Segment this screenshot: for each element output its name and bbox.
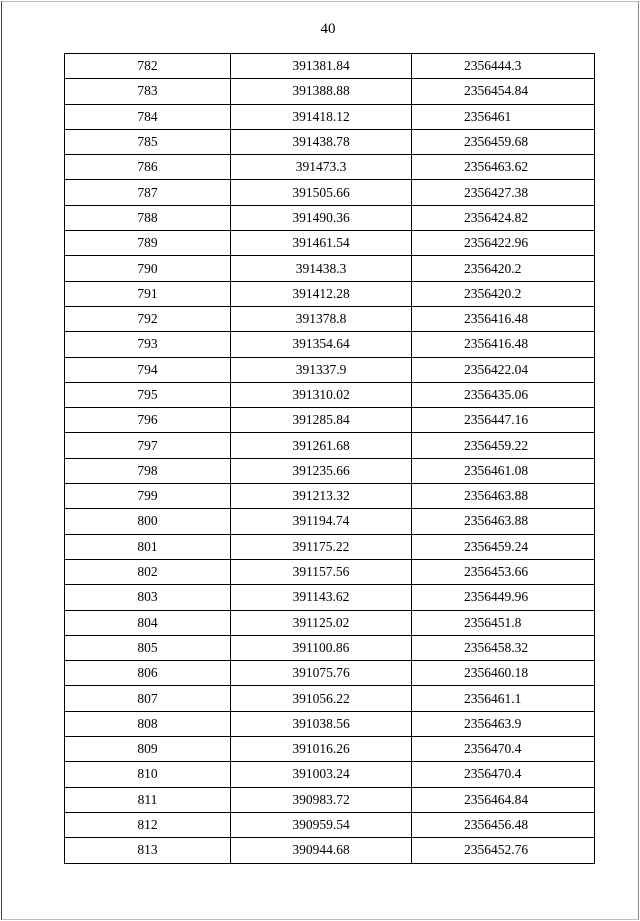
y-coordinate-cell: 2356461.08 <box>412 458 595 483</box>
x-coordinate-cell: 391461.54 <box>231 231 412 256</box>
point-number-cell: 793 <box>65 332 231 357</box>
y-coordinate-cell: 2356470.4 <box>412 737 595 762</box>
point-number-cell: 805 <box>65 635 231 660</box>
point-number-cell: 787 <box>65 180 231 205</box>
point-number-cell: 810 <box>65 762 231 787</box>
y-coordinate-cell: 2356463.62 <box>412 155 595 180</box>
y-coordinate-cell: 2356464.84 <box>412 787 595 812</box>
table-row <box>65 54 595 79</box>
table-row <box>65 104 595 129</box>
x-coordinate-cell: 391310.02 <box>231 382 412 407</box>
table-row <box>65 256 595 281</box>
x-coordinate-cell: 391213.32 <box>231 484 412 509</box>
point-number-cell: 806 <box>65 661 231 686</box>
y-coordinate-cell: 2356461.1 <box>412 686 595 711</box>
x-coordinate-cell: 391418.12 <box>231 104 412 129</box>
table-row <box>65 838 595 863</box>
table-row <box>65 281 595 306</box>
point-number-cell: 799 <box>65 484 231 509</box>
point-number-cell: 813 <box>65 838 231 863</box>
table-row <box>65 509 595 534</box>
x-coordinate-cell: 391438.78 <box>231 129 412 154</box>
y-coordinate-cell: 2356463.88 <box>412 484 595 509</box>
y-coordinate-cell: 2356451.8 <box>412 610 595 635</box>
point-number-cell: 807 <box>65 686 231 711</box>
table-row <box>65 559 595 584</box>
point-number-cell: 792 <box>65 306 231 331</box>
point-number-cell: 783 <box>65 79 231 104</box>
x-coordinate-cell: 390944.68 <box>231 838 412 863</box>
point-number-cell: 796 <box>65 408 231 433</box>
x-coordinate-cell: 391075.76 <box>231 661 412 686</box>
y-coordinate-cell: 2356463.9 <box>412 711 595 736</box>
coordinates-table-body <box>65 54 595 864</box>
point-number-cell: 798 <box>65 458 231 483</box>
y-coordinate-cell: 2356449.96 <box>412 585 595 610</box>
y-coordinate-cell: 2356435.06 <box>412 382 595 407</box>
point-number-cell: 784 <box>65 104 231 129</box>
table-row <box>65 787 595 812</box>
point-number-cell: 788 <box>65 205 231 230</box>
x-coordinate-cell: 391235.66 <box>231 458 412 483</box>
x-coordinate-cell: 391505.66 <box>231 180 412 205</box>
table-row <box>65 686 595 711</box>
y-coordinate-cell: 2356453.66 <box>412 559 595 584</box>
table-row <box>65 129 595 154</box>
y-coordinate-cell: 2356420.2 <box>412 281 595 306</box>
x-coordinate-cell: 391285.84 <box>231 408 412 433</box>
table-row <box>65 155 595 180</box>
x-coordinate-cell: 391125.02 <box>231 610 412 635</box>
y-coordinate-cell: 2356422.96 <box>412 231 595 256</box>
table-row <box>65 458 595 483</box>
y-coordinate-cell: 2356461 <box>412 104 595 129</box>
y-coordinate-cell: 2356447.16 <box>412 408 595 433</box>
y-coordinate-cell: 2356470.4 <box>412 762 595 787</box>
x-coordinate-cell: 391388.88 <box>231 79 412 104</box>
y-coordinate-cell: 2356452.76 <box>412 838 595 863</box>
point-number-cell: 812 <box>65 812 231 837</box>
table-row <box>65 762 595 787</box>
point-number-cell: 811 <box>65 787 231 812</box>
table-row <box>65 635 595 660</box>
x-coordinate-cell: 391490.36 <box>231 205 412 230</box>
point-number-cell: 791 <box>65 281 231 306</box>
y-coordinate-cell: 2356420.2 <box>412 256 595 281</box>
x-coordinate-cell: 391354.64 <box>231 332 412 357</box>
y-coordinate-cell: 2356454.84 <box>412 79 595 104</box>
point-number-cell: 802 <box>65 559 231 584</box>
x-coordinate-cell: 391438.3 <box>231 256 412 281</box>
y-coordinate-cell: 2356460.18 <box>412 661 595 686</box>
y-coordinate-cell: 2356424.82 <box>412 205 595 230</box>
point-number-cell: 797 <box>65 433 231 458</box>
table-row <box>65 79 595 104</box>
point-number-cell: 786 <box>65 155 231 180</box>
x-coordinate-cell: 391100.86 <box>231 635 412 660</box>
table-row <box>65 357 595 382</box>
y-coordinate-cell: 2356456.48 <box>412 812 595 837</box>
x-coordinate-cell: 391016.26 <box>231 737 412 762</box>
x-coordinate-cell: 391143.62 <box>231 585 412 610</box>
y-coordinate-cell: 2356459.24 <box>412 534 595 559</box>
point-number-cell: 790 <box>65 256 231 281</box>
table-row <box>65 812 595 837</box>
table-row <box>65 382 595 407</box>
point-number-cell: 785 <box>65 129 231 154</box>
point-number-cell: 808 <box>65 711 231 736</box>
table-row <box>65 180 595 205</box>
point-number-cell: 789 <box>65 231 231 256</box>
table-row <box>65 711 595 736</box>
point-number-cell: 782 <box>65 54 231 79</box>
x-coordinate-cell: 391473.3 <box>231 155 412 180</box>
coordinates-table <box>64 53 595 864</box>
table-row <box>65 205 595 230</box>
x-coordinate-cell: 391412.28 <box>231 281 412 306</box>
y-coordinate-cell: 2356444.3 <box>412 54 595 79</box>
x-coordinate-cell: 391157.56 <box>231 559 412 584</box>
page-number: 40 <box>320 21 336 37</box>
x-coordinate-cell: 391175.22 <box>231 534 412 559</box>
point-number-cell: 804 <box>65 610 231 635</box>
x-coordinate-cell: 391194.74 <box>231 509 412 534</box>
x-coordinate-cell: 391038.56 <box>231 711 412 736</box>
table-row <box>65 231 595 256</box>
point-number-cell: 801 <box>65 534 231 559</box>
table-row <box>65 585 595 610</box>
x-coordinate-cell: 391378.8 <box>231 306 412 331</box>
point-number-cell: 794 <box>65 357 231 382</box>
table-row <box>65 661 595 686</box>
y-coordinate-cell: 2356416.48 <box>412 306 595 331</box>
y-coordinate-cell: 2356459.68 <box>412 129 595 154</box>
x-coordinate-cell: 391003.24 <box>231 762 412 787</box>
x-coordinate-cell: 391261.68 <box>231 433 412 458</box>
y-coordinate-cell: 2356422.04 <box>412 357 595 382</box>
point-number-cell: 795 <box>65 382 231 407</box>
y-coordinate-cell: 2356458.32 <box>412 635 595 660</box>
table-row <box>65 408 595 433</box>
y-coordinate-cell: 2356463.88 <box>412 509 595 534</box>
table-row <box>65 484 595 509</box>
x-coordinate-cell: 390959.54 <box>231 812 412 837</box>
x-coordinate-cell: 391381.84 <box>231 54 412 79</box>
y-coordinate-cell: 2356416.48 <box>412 332 595 357</box>
table-row <box>65 737 595 762</box>
x-coordinate-cell: 390983.72 <box>231 787 412 812</box>
table-row <box>65 433 595 458</box>
x-coordinate-cell: 391056.22 <box>231 686 412 711</box>
point-number-cell: 803 <box>65 585 231 610</box>
y-coordinate-cell: 2356459.22 <box>412 433 595 458</box>
y-coordinate-cell: 2356427.38 <box>412 180 595 205</box>
x-coordinate-cell: 391337.9 <box>231 357 412 382</box>
point-number-cell: 800 <box>65 509 231 534</box>
table-row <box>65 306 595 331</box>
point-number-cell: 809 <box>65 737 231 762</box>
table-row <box>65 534 595 559</box>
table-row <box>65 332 595 357</box>
table-row <box>65 610 595 635</box>
